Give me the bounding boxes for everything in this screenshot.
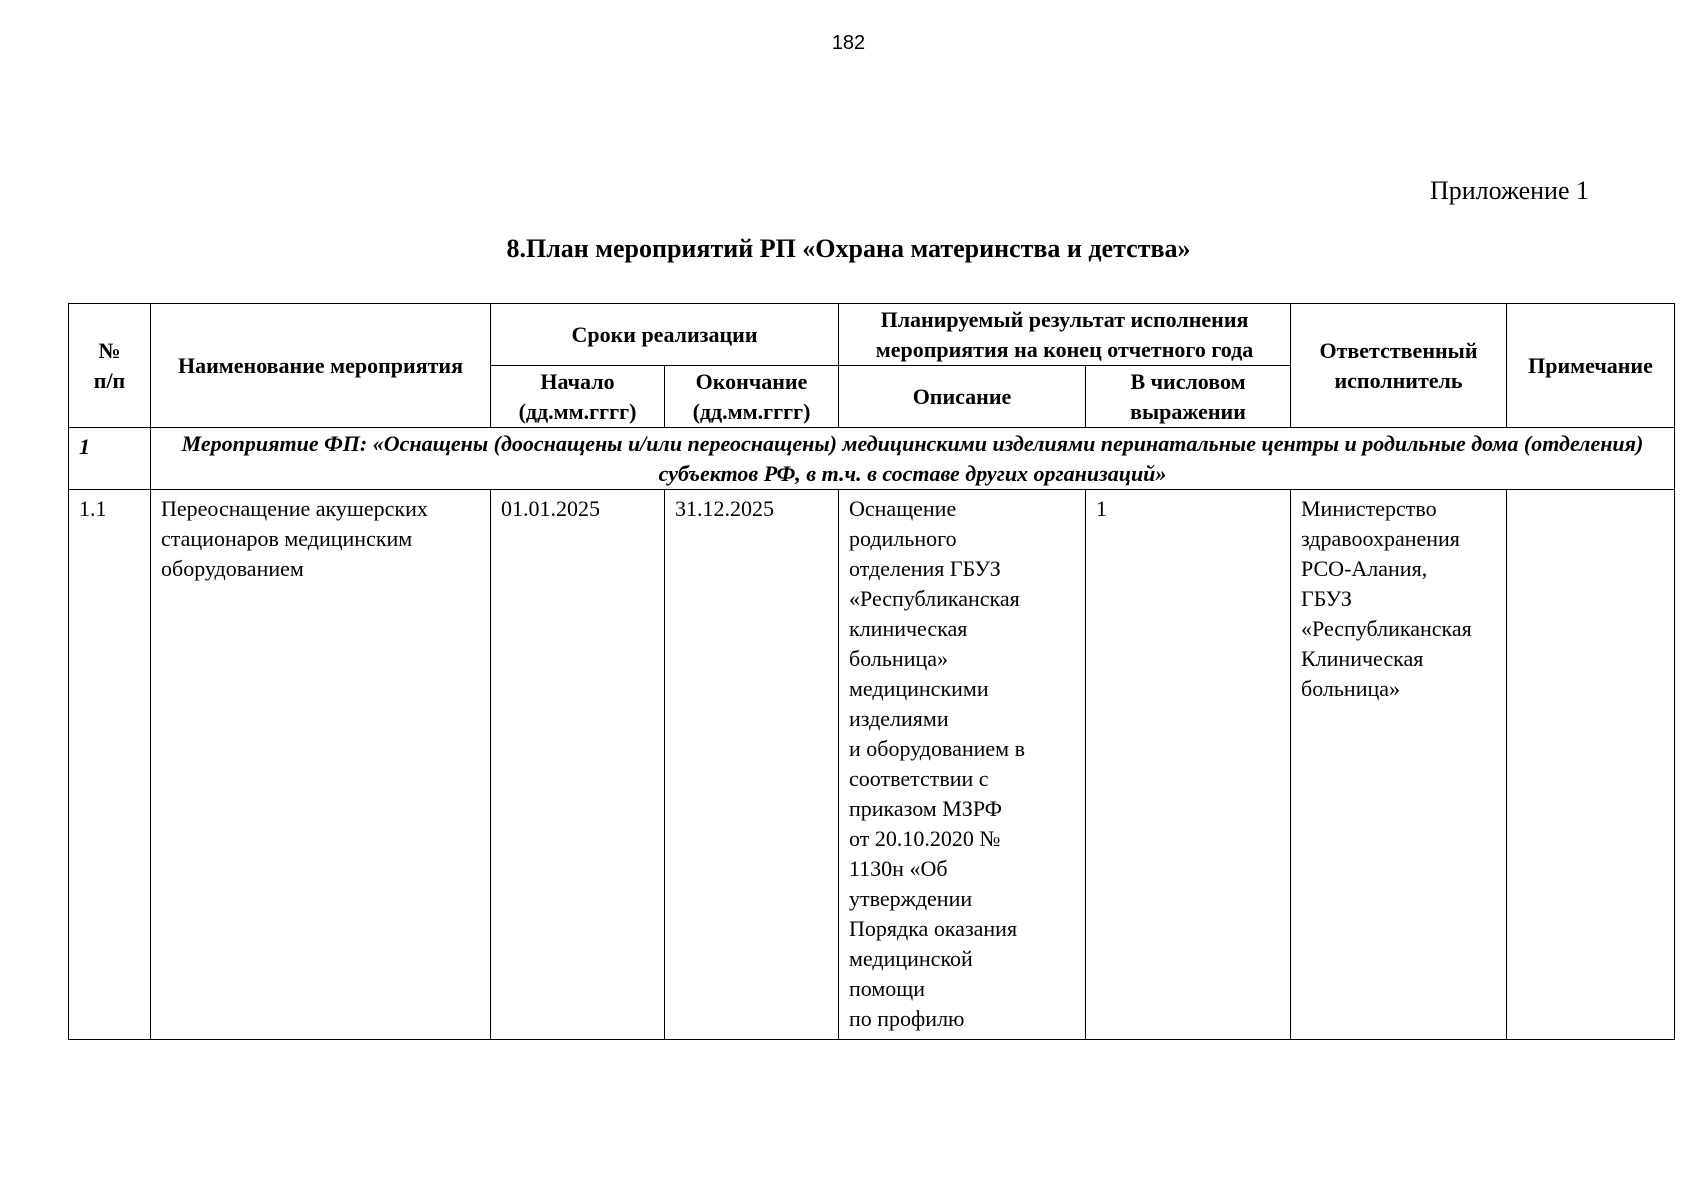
plan-table bbox=[68, 303, 1675, 1040]
row-numeric: 1 bbox=[1086, 490, 1291, 1040]
row-responsible: Министерство здравоохранения РСО-Алания, ГБУЗ «Республиканская Клиническая больница» bbox=[1291, 490, 1507, 1040]
row-note bbox=[1507, 490, 1675, 1040]
header-numeric: В числовом выражении bbox=[1086, 366, 1291, 428]
header-name: Наименование мероприятия bbox=[151, 304, 491, 428]
row-start: 01.01.2025 bbox=[491, 490, 665, 1040]
row-num: 1.1 bbox=[69, 490, 151, 1040]
header-note: Примечание bbox=[1507, 304, 1675, 428]
section-number: 1 bbox=[69, 428, 151, 490]
header-result: Планируемый результат исполнения мероприятия на конец отчетного года bbox=[839, 304, 1291, 366]
page-number: 182 bbox=[831, 32, 866, 54]
section-title: Мероприятие ФП: «Оснащены (дооснащены и/или переоснащены) медицинскими изделиями перинатальные центры и родильные дома (отделения) субъектов РФ, в т.ч. в составе других организаций» bbox=[151, 428, 1675, 490]
header-end: Окончание (дд.мм.гггг) bbox=[665, 366, 839, 428]
header-description: Описание bbox=[839, 366, 1086, 428]
header-num: № п/п bbox=[69, 304, 151, 428]
row-description: Оснащение родильного отделения ГБУЗ «Республиканская клиническая больница» медицинскими изделиями и оборудованием в соответствии с приказом МЗРФ от 20.10.2020 № 1130н «Об утверждении Порядка оказания медицинской помощи по профилю bbox=[839, 490, 1086, 1040]
table-row bbox=[69, 490, 1675, 1040]
header-terms: Сроки реализации bbox=[491, 304, 839, 366]
row-end: 31.12.2025 bbox=[665, 490, 839, 1040]
appendix-label: Приложение 1 bbox=[1429, 176, 1589, 205]
header-start: Начало (дд.мм.гггг) bbox=[491, 366, 665, 428]
section-row bbox=[69, 428, 1675, 490]
header-responsible: Ответственный исполнитель bbox=[1291, 304, 1507, 428]
page-title: 8.План мероприятий РП «Охрана материнства и детства» bbox=[506, 234, 1191, 263]
row-name: Переоснащение акушерских стационаров медицинским оборудованием bbox=[151, 490, 491, 1040]
header-row bbox=[69, 304, 1675, 366]
